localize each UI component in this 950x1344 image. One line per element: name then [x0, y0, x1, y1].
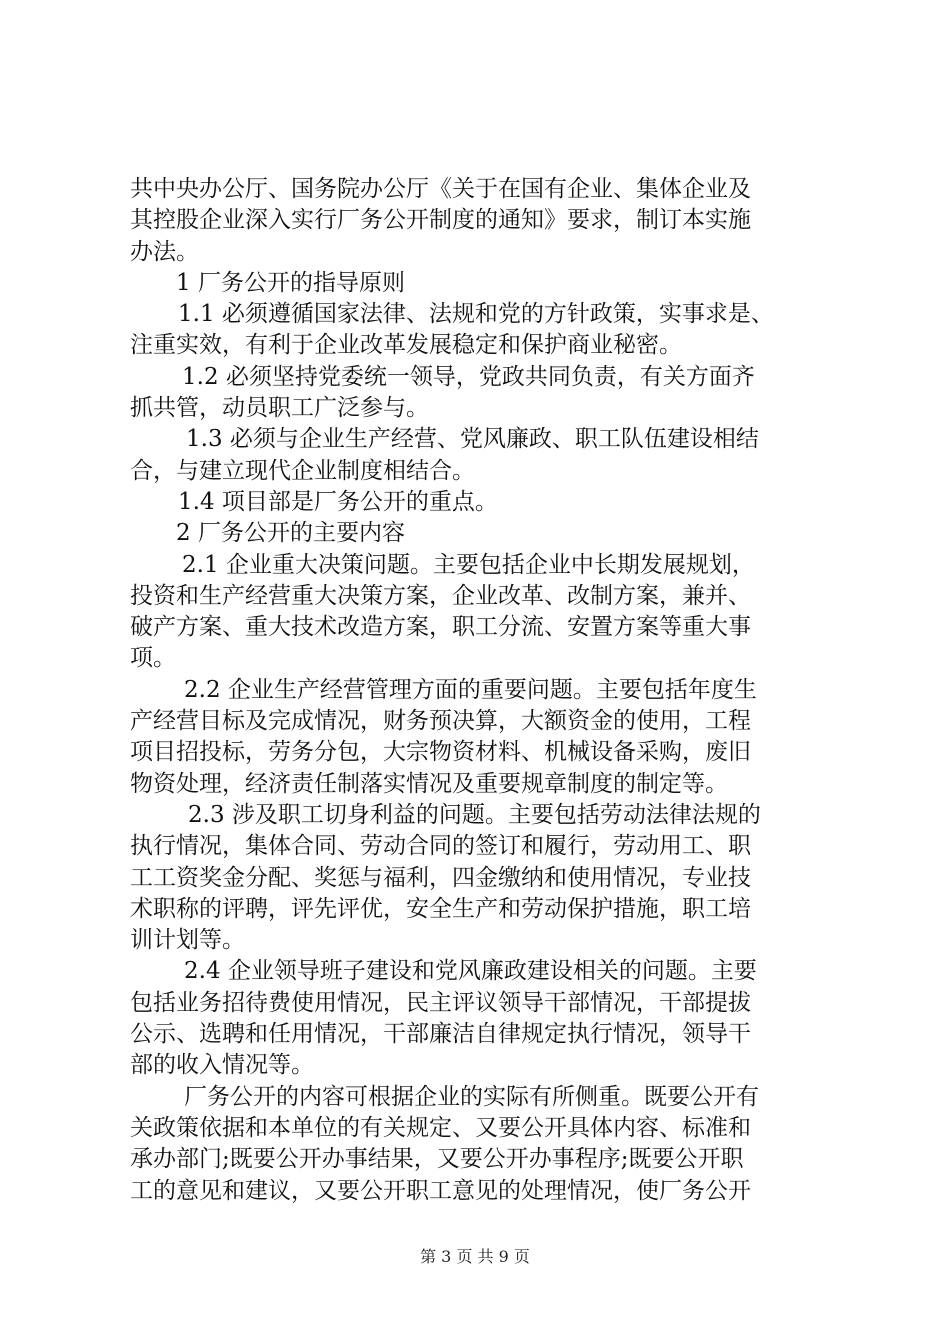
- text-line: 其控股企业深入实行厂务公开制度的通知》要求，制订本实施: [130, 207, 751, 234]
- text-line: 部的收入情况等。: [130, 1052, 314, 1079]
- text-line: 术职称的评聘，评先评优，安全生产和劳动保护措施，职工培: [130, 895, 751, 922]
- text-line: 1.1 必须遵循国家法律、法规和党的方针政策，实事求是、: [178, 301, 774, 328]
- text-line: 合，与建立现代企业制度相结合。: [130, 457, 475, 484]
- text-line: 公示、选聘和任用情况，干部廉洁自律规定执行情况，领导干: [130, 1021, 751, 1048]
- text-line: 工的意见和建议，又要公开职工意见的处理情况，使厂务公开: [130, 1177, 751, 1204]
- text-line: 投资和生产经营重大决策方案，企业改革、改制方案，兼并、: [130, 582, 751, 609]
- page-number-footer: 第 3 页 共 9 页: [420, 1247, 530, 1266]
- text-line: 1.2 必须坚持党委统一领导，党政共同负责，有关方面齐: [182, 363, 755, 390]
- text-line: 承办部门;既要公开办事结果，又要公开办事程序;既要公开职: [130, 1146, 744, 1173]
- text-line: 1 厂务公开的指导原则: [176, 269, 405, 296]
- text-line: 产经营目标及完成情况，财务预决算，大额资金的使用，工程: [130, 708, 751, 735]
- text-line: 项。: [130, 645, 176, 672]
- text-line: 2.2 企业生产经营管理方面的重要问题。主要包括年度生: [184, 676, 757, 703]
- text-line: 包括业务招待费使用情况，民主评议领导干部情况，干部提拔: [130, 989, 751, 1016]
- text-line: 2.3 涉及职工切身利益的问题。主要包括劳动法律法规的: [188, 801, 761, 828]
- text-line: 关政策依据和本单位的有关规定、又要公开具体内容、标准和: [130, 1114, 751, 1141]
- text-line: 物资处理，经济责任制落实情况及重要规章制度的制定等。: [130, 770, 728, 797]
- text-line: 抓共管，动员职工广泛参与。: [130, 395, 429, 422]
- text-line: 执行情况，集体合同、劳动合同的签订和履行，劳动用工、职: [130, 833, 751, 860]
- text-line: 项目招投标，劳务分包，大宗物资材料、机械设备采购，废旧: [130, 739, 751, 766]
- text-line: 2.1 企业重大决策问题。主要包括企业中长期发展规划，: [182, 551, 755, 578]
- text-line: 厂务公开的内容可根据企业的实际有所侧重。既要公开有: [184, 1083, 759, 1110]
- text-line: 2.4 企业领导班子建设和党风廉政建设相关的问题。主要: [184, 958, 757, 985]
- text-line: 1.4 项目部是厂务公开的重点。: [178, 488, 498, 515]
- text-line: 办法。: [130, 238, 199, 265]
- document-body: [130, 174, 850, 1207]
- text-line: 2 厂务公开的主要内容: [176, 520, 405, 547]
- text-line: 共中央办公厅、国务院办公厅《关于在国有企业、集体企业及: [130, 176, 751, 202]
- text-line: 破产方案、重大技术改造方案，职工分流、安置方案等重大事: [130, 614, 751, 641]
- text-line: 注重实效，有利于企业改革发展稳定和保护商业秘密。: [130, 332, 682, 359]
- text-line: 训计划等。: [130, 927, 245, 954]
- text-line: 1.3 必须与企业生产经营、党风廉政、职工队伍建设相结: [186, 426, 759, 453]
- text-line: 工工资奖金分配、奖惩与福利，四金缴纳和使用情况，专业技: [130, 864, 751, 891]
